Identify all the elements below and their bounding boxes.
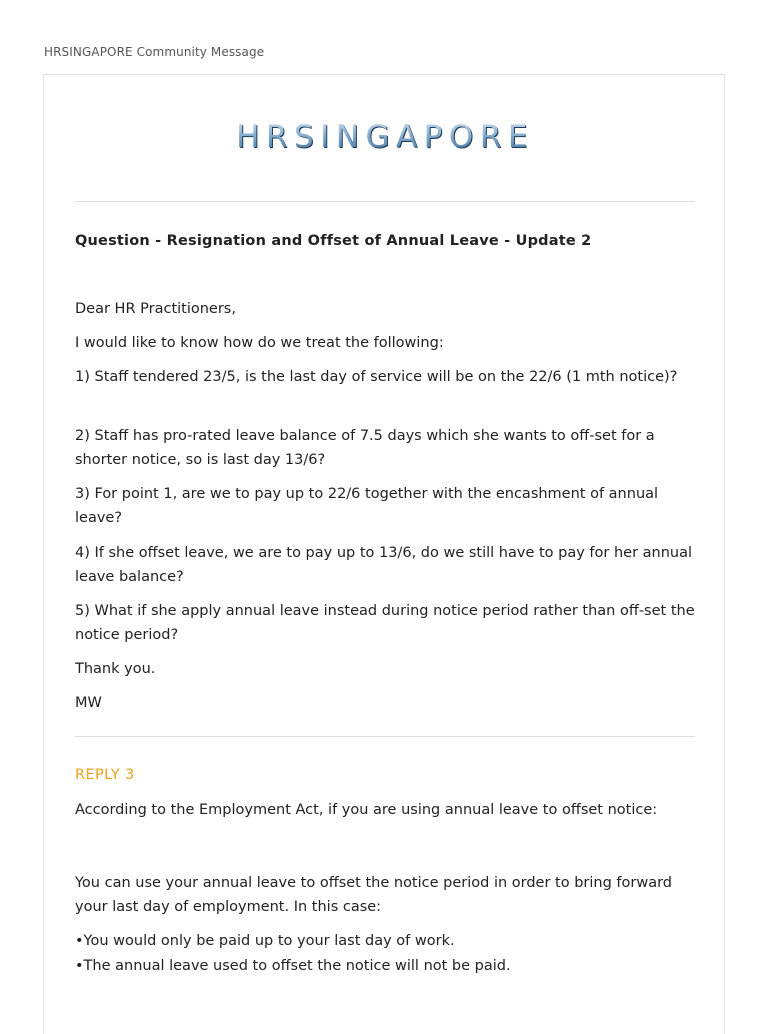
question-point-3: 3) For point 1, are we to pay up to 22/6 together with the encashment of annual leave? bbox=[75, 486, 659, 526]
reply-label: REPLY 3 bbox=[75, 767, 135, 783]
intro-text: I would like to know how do we treat the following: bbox=[75, 335, 444, 351]
community-message-header: HRSINGAPORE Community Message bbox=[44, 45, 265, 59]
reply-paragraph: You can use your annual leave to offset the notice period in order to bring forward your last day of employment. In this case: bbox=[75, 875, 673, 915]
message-card bbox=[43, 74, 725, 1034]
question-point-2: 2) Staff has pro-rated leave balance of 7.5 days which she wants to off-set for a shorter notice, so is last day 13/6? bbox=[75, 428, 655, 468]
reply-bullet-2: •The annual leave used to offset the notice will not be paid. bbox=[75, 958, 511, 974]
closing-text: Thank you. bbox=[75, 661, 156, 677]
reply-divider bbox=[75, 736, 695, 737]
question-point-1: 1) Staff tendered 23/5, is the last day of service will be on the 22/6 (1 mth notice)? bbox=[75, 369, 678, 385]
reply-bullet-1: •You would only be paid up to your last day of work. bbox=[75, 933, 455, 949]
signature-text: MW bbox=[75, 695, 102, 711]
greeting-text: Dear HR Practitioners, bbox=[75, 301, 236, 317]
reply-intro: According to the Employment Act, if you are using annual leave to offset notice: bbox=[75, 802, 658, 818]
question-point-5: 5) What if she apply annual leave instead during notice period rather than off-set the notice period? bbox=[75, 603, 695, 643]
top-divider bbox=[75, 201, 695, 202]
hrsingapore-logo: HRSINGAPORE bbox=[44, 119, 726, 155]
question-point-4: 4) If she offset leave, we are to pay up to 13/6, do we still have to pay for her annual leave balance? bbox=[75, 545, 693, 585]
question-title: Question - Resignation and Offset of Annual Leave - Update 2 bbox=[75, 233, 592, 249]
